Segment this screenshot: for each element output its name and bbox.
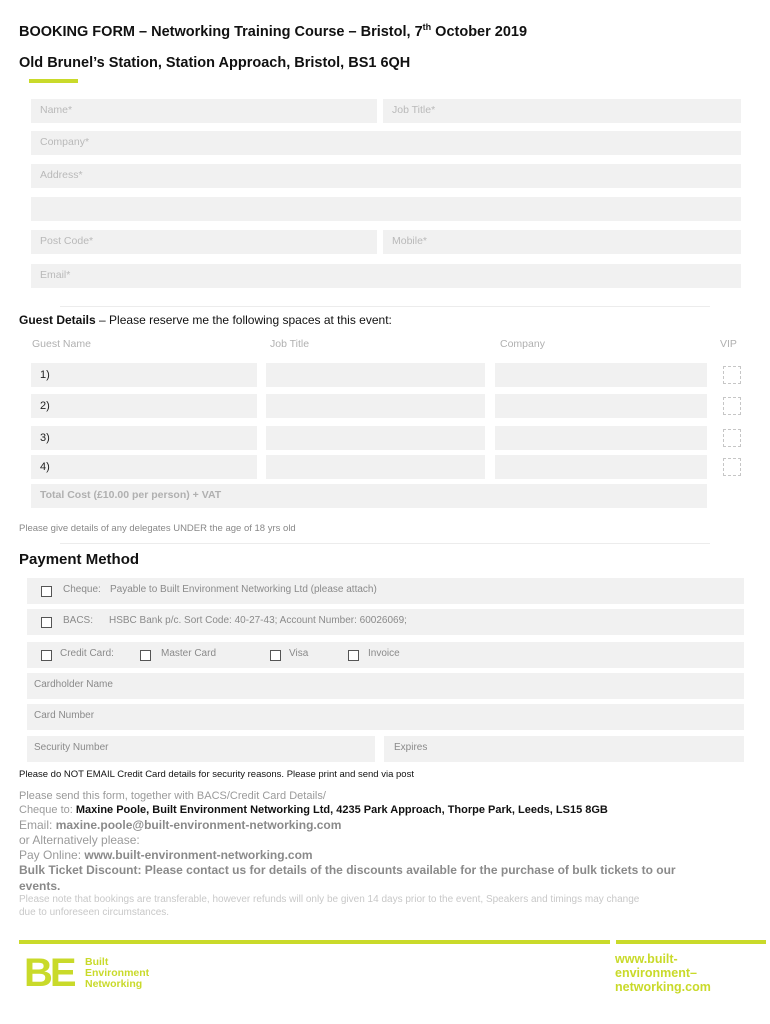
refund-note-line2: due to unforeseen circumstances. <box>19 907 170 918</box>
pay-online-line <box>19 848 313 862</box>
guest-name-1[interactable] <box>31 363 257 387</box>
bacs-label: BACS: <box>63 615 94 626</box>
post-code-placeholder: Post Code* <box>40 235 94 247</box>
cheque-text: Payable to Built Environment Networking Ltd (please attach) <box>110 584 377 595</box>
email-label: Email: <box>19 818 56 832</box>
job-title-placeholder: Job Title* <box>392 104 436 116</box>
bacs-checkbox[interactable] <box>41 617 52 628</box>
master-card-label: Master Card <box>161 648 217 659</box>
vip-checkbox-3[interactable] <box>723 429 741 447</box>
cheque-label: Cheque: <box>63 584 101 595</box>
guest-job-title-4[interactable] <box>266 455 485 479</box>
pay-online-link[interactable]: www.built-environment-networking.com <box>84 848 313 862</box>
cardholder-name-field[interactable] <box>27 673 744 699</box>
footer-bar-left <box>19 940 610 944</box>
logo-word-networking: Networking <box>85 978 143 990</box>
cheque-to-line <box>19 804 608 816</box>
guest-job-title-3[interactable] <box>266 426 485 450</box>
refund-note-line1: Please note that bookings are transferable, however refunds will only be given 14 days prior to the event, Speakers and timings may change <box>19 894 640 905</box>
footer-website-link[interactable] <box>615 952 711 994</box>
credit-card-checkbox[interactable] <box>41 650 52 661</box>
form-title <box>19 22 527 40</box>
form-title-date: October 2019 <box>431 23 528 40</box>
security-number-placeholder: Security Number <box>34 742 109 753</box>
url-line: networking.com <box>615 980 711 994</box>
vip-checkbox-4[interactable] <box>723 458 741 476</box>
guest-company-1[interactable] <box>495 363 707 387</box>
bacs-text: HSBC Bank p/c. Sort Code: 40-27-43; Account Number: 60026069; <box>109 615 407 626</box>
cheque-to-address: Maxine Poole, Built Environment Networking Ltd, 4235 Park Approach, Thorpe Park, Leeds, LS15 8GB <box>75 804 608 816</box>
job-title-field[interactable] <box>383 99 741 123</box>
credit-card-row <box>27 642 744 668</box>
row-number: 4) <box>40 461 50 473</box>
guest-company-2[interactable] <box>495 394 707 418</box>
email-line <box>19 818 341 832</box>
address-field[interactable] <box>31 164 741 188</box>
venue-address: Old Brunel’s Station, Station Approach, Bristol, BS1 6QH <box>19 55 411 71</box>
be-logo-mark: BE <box>24 951 74 995</box>
form-title-suffix: th <box>422 22 432 32</box>
no-email-note: Please do NOT EMAIL Credit Card details for security reasons. Please print and send via post <box>19 769 414 780</box>
cheque-to-label: Cheque to: <box>19 804 76 816</box>
visa-label: Visa <box>289 648 309 659</box>
guest-company-3[interactable] <box>495 426 707 450</box>
guest-company-4[interactable] <box>495 455 707 479</box>
url-line: www.built- <box>615 952 678 966</box>
visa-checkbox[interactable] <box>270 650 281 661</box>
pay-online-label: Pay Online: <box>19 848 85 862</box>
cardholder-name-placeholder: Cardholder Name <box>34 679 113 690</box>
form-title-text: BOOKING FORM – Networking Training Course – Bristol, 7 <box>19 23 423 40</box>
row-number: 1) <box>40 369 50 381</box>
send-instructions: Please send this form, together with BACS/Credit Card Details/ <box>19 790 326 802</box>
under-18-note: Please give details of any delegates UNDER the age of 18 yrs old <box>19 523 296 534</box>
col-job-title: Job Title <box>270 338 310 350</box>
footer-bar-right <box>616 940 766 944</box>
cheque-row <box>27 578 744 604</box>
security-number-field[interactable] <box>27 736 375 762</box>
master-card-checkbox[interactable] <box>140 650 151 661</box>
address-placeholder: Address* <box>40 169 83 181</box>
card-number-placeholder: Card Number <box>34 710 95 721</box>
guest-details-desc: – Please reserve me the following spaces at this event: <box>95 313 392 327</box>
name-field[interactable] <box>31 99 377 123</box>
name-placeholder: Name* <box>40 104 73 116</box>
post-code-field[interactable] <box>31 230 377 254</box>
company-placeholder: Company* <box>40 136 90 148</box>
vip-checkbox-2[interactable] <box>723 397 741 415</box>
logo-word-environment: Environment <box>85 967 150 979</box>
guest-job-title-1[interactable] <box>266 363 485 387</box>
vip-checkbox-1[interactable] <box>723 366 741 384</box>
email-placeholder: Email* <box>40 269 71 281</box>
bulk-discount-line2: events. <box>19 879 61 893</box>
guest-name-3[interactable] <box>31 426 257 450</box>
card-number-field[interactable] <box>27 704 744 730</box>
col-guest-name: Guest Name <box>32 338 91 350</box>
total-cost-field[interactable] <box>31 484 707 508</box>
total-cost-label: Total Cost (£10.00 per person) + VAT <box>40 489 222 501</box>
credit-card-label: Credit Card: <box>60 648 114 659</box>
mobile-field[interactable] <box>383 230 741 254</box>
cheque-checkbox[interactable] <box>41 586 52 597</box>
address-line2-field[interactable] <box>31 197 741 221</box>
col-company: Company <box>500 338 545 350</box>
guest-name-2[interactable] <box>31 394 257 418</box>
email-field[interactable] <box>31 264 741 288</box>
alternative-line: or Alternatively please: <box>19 833 140 847</box>
row-number: 2) <box>40 400 50 412</box>
url-line: environment– <box>615 966 697 980</box>
expires-placeholder: Expires <box>394 742 428 753</box>
bulk-discount-line1: Bulk Ticket Discount: Please contact us for details of the discounts available for the purchase of bulk tickets to our <box>19 863 676 877</box>
company-field[interactable] <box>31 131 741 155</box>
col-vip: VIP <box>720 338 737 350</box>
payment-method-heading: Payment Method <box>19 551 140 568</box>
bacs-row <box>27 609 744 635</box>
guest-details-title: Guest Details <box>19 313 96 327</box>
email-address-link[interactable]: maxine.poole@built-environment-networking.com <box>55 818 342 832</box>
expires-field[interactable] <box>384 736 744 762</box>
guest-job-title-2[interactable] <box>266 394 485 418</box>
guest-name-4[interactable] <box>31 455 257 479</box>
mobile-placeholder: Mobile* <box>392 235 428 247</box>
be-logo-wordmark <box>85 957 149 990</box>
row-number: 3) <box>40 432 50 444</box>
invoice-checkbox[interactable] <box>348 650 359 661</box>
section-divider <box>60 543 710 544</box>
accent-underline <box>29 79 78 83</box>
logo-word-built: Built <box>85 956 109 968</box>
section-divider <box>60 306 710 307</box>
invoice-label: Invoice <box>368 648 400 659</box>
guest-details-label <box>19 313 392 327</box>
